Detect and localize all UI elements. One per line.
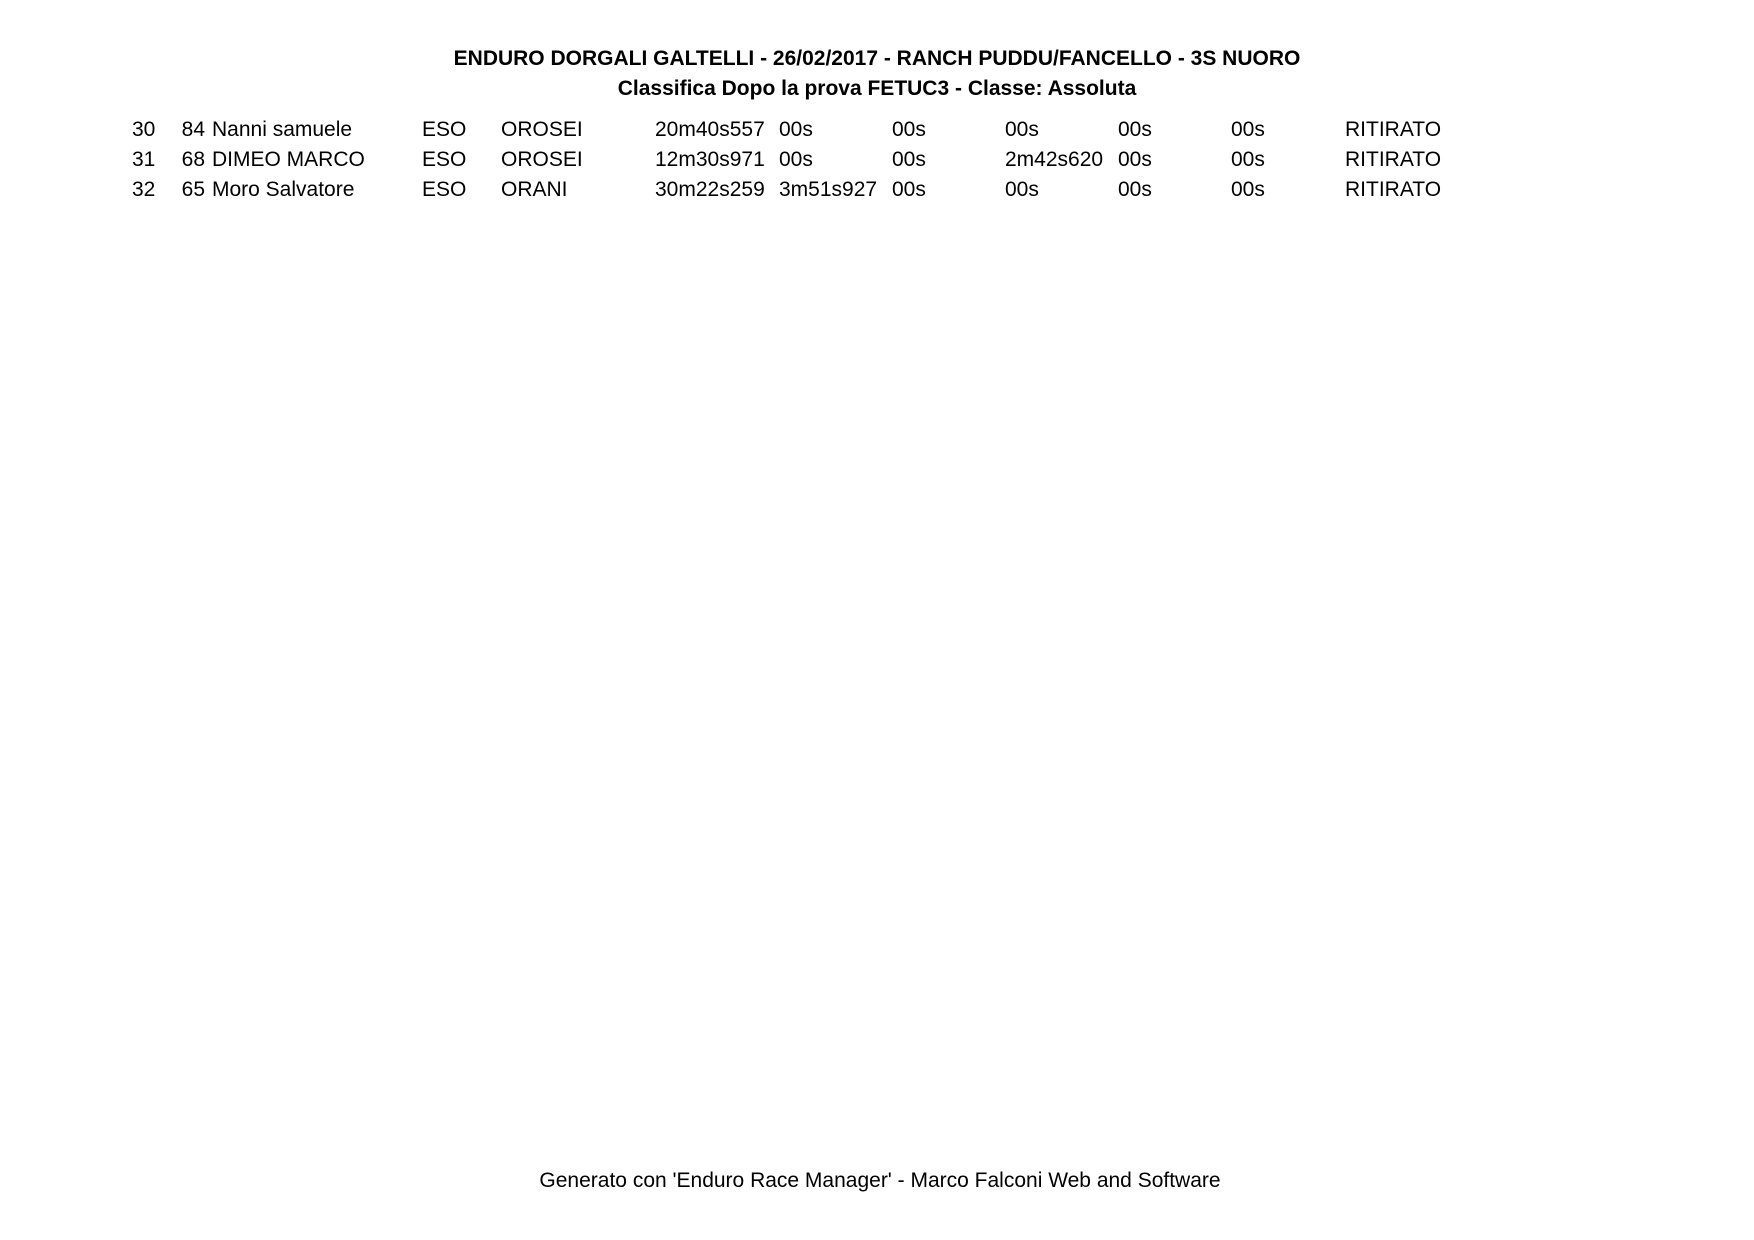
class-cell: ESO: [422, 178, 467, 201]
page-subtitle: Classifica Dopo la prova FETUC3 - Classe: Assoluta: [617, 77, 1137, 100]
club-cell: OROSEI: [501, 148, 583, 171]
race-number-cell: 68: [181, 148, 205, 171]
position-cell: 30: [132, 118, 156, 141]
table-row: [0, 115, 1754, 145]
time-cell: 00s: [1118, 178, 1152, 201]
time-cell: 00s: [779, 148, 813, 171]
time-cell: 3m51s927: [779, 178, 878, 201]
time-cell: 30m22s259: [655, 178, 765, 201]
class-cell: ESO: [422, 148, 467, 171]
time-cell: 00s: [1005, 178, 1039, 201]
page-title: ENDURO DORGALI GALTELLI - 26/02/2017 - RANCH PUDDU/FANCELLO - 3S NUORO: [453, 47, 1301, 70]
time-cell: 20m40s557: [655, 118, 765, 141]
footer-credit: Generato con 'Enduro Race Manager' - Marco Falconi Web and Software: [539, 1169, 1221, 1192]
results-table: [0, 115, 1754, 205]
time-cell: 2m42s620: [1005, 148, 1104, 171]
club-cell: ORANI: [501, 178, 568, 201]
time-cell: 00s: [892, 178, 926, 201]
time-cell: 00s: [1118, 118, 1152, 141]
time-cell: 00s: [1118, 148, 1152, 171]
race-number-cell: 84: [181, 118, 205, 141]
table-row: [0, 145, 1754, 175]
race-number-cell: 65: [181, 178, 205, 201]
status-cell: RITIRATO: [1345, 148, 1442, 171]
rider-name-cell: DIMEO MARCO: [212, 148, 365, 171]
time-cell: 00s: [1231, 148, 1265, 171]
rider-name-cell: Moro Salvatore: [212, 178, 355, 201]
rider-name-cell: Nanni samuele: [212, 118, 353, 141]
time-cell: 00s: [1005, 118, 1039, 141]
time-cell: 00s: [892, 118, 926, 141]
time-cell: 00s: [1231, 178, 1265, 201]
club-cell: OROSEI: [501, 118, 583, 141]
time-cell: 00s: [779, 118, 813, 141]
class-cell: ESO: [422, 118, 467, 141]
status-cell: RITIRATO: [1345, 118, 1442, 141]
time-cell: 12m30s971: [655, 148, 765, 171]
time-cell: 00s: [1231, 118, 1265, 141]
table-row: [0, 175, 1754, 205]
position-cell: 32: [132, 178, 156, 201]
status-cell: RITIRATO: [1345, 178, 1442, 201]
time-cell: 00s: [892, 148, 926, 171]
position-cell: 31: [132, 148, 156, 171]
